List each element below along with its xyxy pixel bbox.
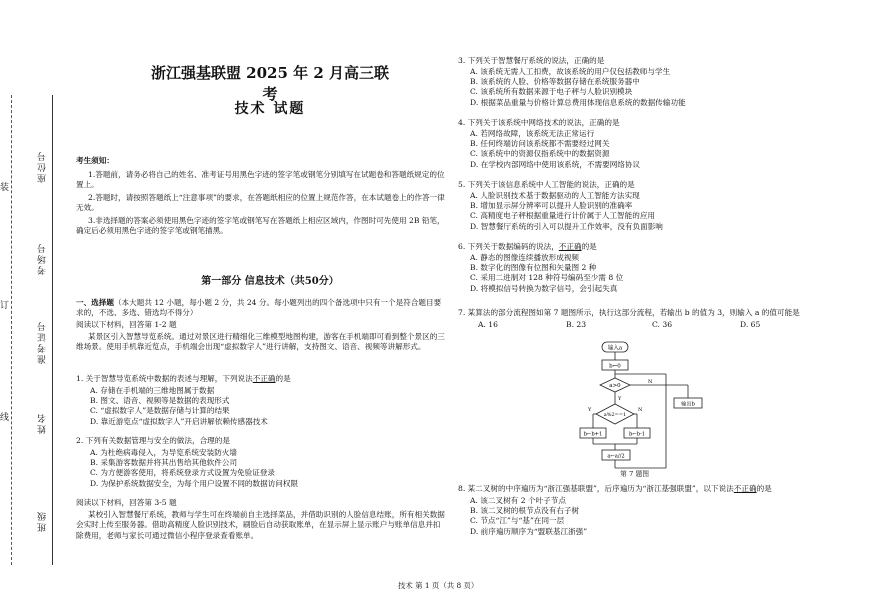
question-stem: 1. 关于智慧导览系统中数据的表述与理解，下列说法不正确的是: [76, 374, 291, 383]
option-list: [470, 191, 663, 232]
question-stem: 2. 下列有关数据管理与安全的做法，合理的是: [76, 436, 230, 445]
flow-init-text: b←0: [609, 363, 621, 370]
question-stem: 7. 某算法的部分流程图如第 7 题图所示，执行这部分流程，若输出 b 的值为 3，则输入 a 的值可能是: [458, 308, 800, 317]
option-list: [470, 253, 623, 294]
option[interactable]: D. 将模拟信号转换为数字信号，会引起失真: [470, 283, 618, 293]
option[interactable]: B. 采集游客数据并将其出售给其他软件公司: [90, 458, 238, 468]
option[interactable]: A. 为杜绝病毒侵入，为导览系统安装防火墙: [90, 448, 237, 457]
question-stem: 8. 某二叉树的中序遍历为“浙江强基联盟”，后序遍历为“浙江基强联盟”，以下说法不正确的是: [458, 484, 772, 493]
seat-label: 座位号: [38, 150, 48, 183]
option[interactable]: D. 65: [740, 320, 761, 329]
option[interactable]: C. 节点“江”与“基”在同一层: [470, 516, 565, 526]
question-stem: 6. 下列关于数据编码的说法，不正确的是: [458, 242, 597, 251]
figure-caption: 第 7 题图: [620, 470, 650, 478]
question-stem: 3. 下列关于智慧餐厅系统的说法，正确的是: [458, 56, 605, 65]
flow-right-op-text: b←b-1: [628, 431, 646, 438]
option-list: [470, 129, 640, 170]
binding-line: [52, 95, 53, 565]
read-instruction: 阅读以下材料，回答第 1-2 题: [76, 320, 177, 329]
cut-mark: 线: [0, 410, 9, 423]
mc-desc: （本大题共 12 小题，每小题 2 分，共 24 分。每小题列出的四个备选项中只有一个是符合题目要求的，不选、多选、错选均不得分）: [76, 298, 442, 318]
flow-no-label: N: [648, 379, 653, 385]
option[interactable]: B. 该系统的人脸、价格等数据存储在系统服务器中: [470, 77, 640, 87]
option[interactable]: C. 采用二进制对 128 种符号编码至少需 8 位: [470, 273, 624, 283]
option[interactable]: A. 该二叉树有 2 个叶子节点: [470, 496, 566, 505]
option[interactable]: D. 前序遍历顺序为“盟联基江浙强”: [470, 526, 588, 536]
exam-subtitle: 技术 试题: [234, 101, 306, 117]
read-instruction: 阅读以下材料，回答第 3-5 题: [76, 498, 177, 507]
material-paragraph: 某校引入智慧餐厅系统，教师与学生可在终端前自主选择菜品，并借助识别的人脸信息结账，所有相关数据会实时上传至服务器。借助高精度人脸识别技术，刷脸后自动获取账单，在显示屏上显示账户与账单信息并扣除费用，老师与家长可通过微信小程序登录查看账单。: [76, 510, 445, 540]
flow-update-text: a←a//2: [607, 453, 625, 460]
exam-title: 浙江强基联盟 2025 年 2 月高三联考: [150, 64, 390, 103]
flow-output-text: 输出b: [681, 401, 695, 408]
option[interactable]: C. 该系统所有数据来源于电子秤与人脸识别模块: [470, 87, 633, 97]
option[interactable]: B. 任何终端访问该系统都不需要经过网关: [470, 139, 610, 149]
name-label: 姓名: [38, 412, 48, 434]
flow-cond1-text: a>0: [609, 383, 621, 389]
binding-strip: [0, 0, 70, 603]
option[interactable]: D. 在学校内部网络中使用该系统，不需要网络协议: [470, 159, 641, 169]
mc-heading: 一、选择题: [76, 298, 114, 307]
question-stem: 4. 下列关于该系统中网络技术的说法，正确的是: [458, 118, 620, 127]
flow-yes-label: Y: [588, 407, 592, 413]
option-list: [90, 386, 268, 427]
option[interactable]: D. 为保护系统数据安全，为每个用户设置不同的数据访问权限: [90, 478, 299, 488]
option[interactable]: B. 增加显示屏分辨率可以提升人脸识别的准确率: [470, 201, 633, 211]
option[interactable]: C. “虚拟数字人”是数据存储与计算的结果: [90, 406, 230, 416]
notice-item: 1.答题前，请务必将自己的姓名、准考证号用黑色字迹的签字笔或钢笔分别填写在试题卷和答题纸规定的位置上。: [76, 170, 445, 190]
option[interactable]: A. 该系统无需人工扣费，故该系统的用户仅包括教师与学生: [470, 67, 671, 76]
option[interactable]: D. 智慧餐厅系统的引入可以提升工作效率，没有负面影响: [470, 221, 663, 231]
option[interactable]: C. 为方便游客使用，将系统登录方式设置为免验证登录: [90, 468, 276, 478]
flow-no-label: N: [638, 407, 643, 413]
cut-mark: 订: [0, 298, 9, 311]
notice-item: 3.非选择题的答案必须使用黑色字迹的签字笔或钢笔写在答题纸上相应区域内，作图时可先使用 2B 铅笔，确定后必须用黑色字迹的签字笔或钢笔描黑。: [76, 216, 445, 236]
option[interactable]: C. 36: [652, 320, 673, 329]
flow-left-op-text: b←b+1: [583, 431, 603, 438]
room-label: 考场号: [38, 242, 48, 275]
page-footer: 技术 第 1 页（共 8 页）: [398, 581, 479, 590]
option[interactable]: C. 该系统中的资源仅指系统中的数据资源: [470, 149, 610, 159]
option-list: [470, 67, 686, 108]
mc-instructions: [76, 298, 448, 319]
option[interactable]: A. 静态的图像连续播放形成视频: [470, 253, 580, 262]
flow-yes-label: Y: [618, 396, 622, 402]
option[interactable]: A. 人脸识别技术基于数据驱动的人工智能方法实现: [470, 191, 640, 200]
option-list: [470, 496, 587, 537]
option[interactable]: B. 该二叉树的根节点没有右子树: [470, 506, 580, 516]
option[interactable]: D. 靠近游览点“虚拟数字人”开启讲解依赖传感器技术: [90, 416, 268, 426]
option[interactable]: C. 高精度电子秤根据重量进行计价属于人工智能的应用: [470, 211, 656, 221]
class-label: 班级: [38, 510, 48, 532]
flowchart-figure: [578, 338, 708, 480]
material-paragraph: 某景区引入智慧导览系统。通过对景区进行精细化三维模型地图构建，游客在手机端即可看到整个景区的三维场景。使用手机靠近览点，手机端会出现“虚拟数字人”进行讲解，支持图文、语音、视频等讲解形式。: [76, 332, 445, 352]
notice-item: 2.答题时，请按照答题纸上“注意事项”的要求，在答题纸相应的位置上规范作答，在本试题卷上的作答一律无效。: [76, 193, 445, 213]
option[interactable]: B. 23: [566, 320, 587, 329]
flow-input-text: 输入a: [607, 345, 623, 352]
option[interactable]: A. 存储在手机端的三维地图属于数据: [90, 386, 215, 395]
option[interactable]: B. 图文、语音、视频等是数据的表现形式: [90, 396, 230, 406]
option[interactable]: B. 数字化的图像有位图和矢量图 2 种: [470, 263, 597, 273]
question-stem: 5. 下列关于该信息系统中人工智能的说法，正确的是: [458, 180, 635, 189]
flow-cond2-text: a%2==1: [603, 412, 627, 418]
option[interactable]: A. 若网络故障，该系统无法正常运行: [470, 129, 595, 138]
option[interactable]: D. 根据菜品重量与价格计算总费用体现信息系统的数据传输功能: [470, 97, 686, 107]
notice-heading: 考生须知：: [76, 156, 114, 165]
exam-no-label: 准考证号: [38, 320, 48, 364]
option[interactable]: A. 16: [478, 320, 498, 329]
cut-mark: 装: [0, 180, 9, 193]
option-list: [90, 448, 298, 489]
section-title: 第一部分 信息技术（共50分）: [201, 276, 339, 287]
cut-line: [11, 95, 12, 565]
